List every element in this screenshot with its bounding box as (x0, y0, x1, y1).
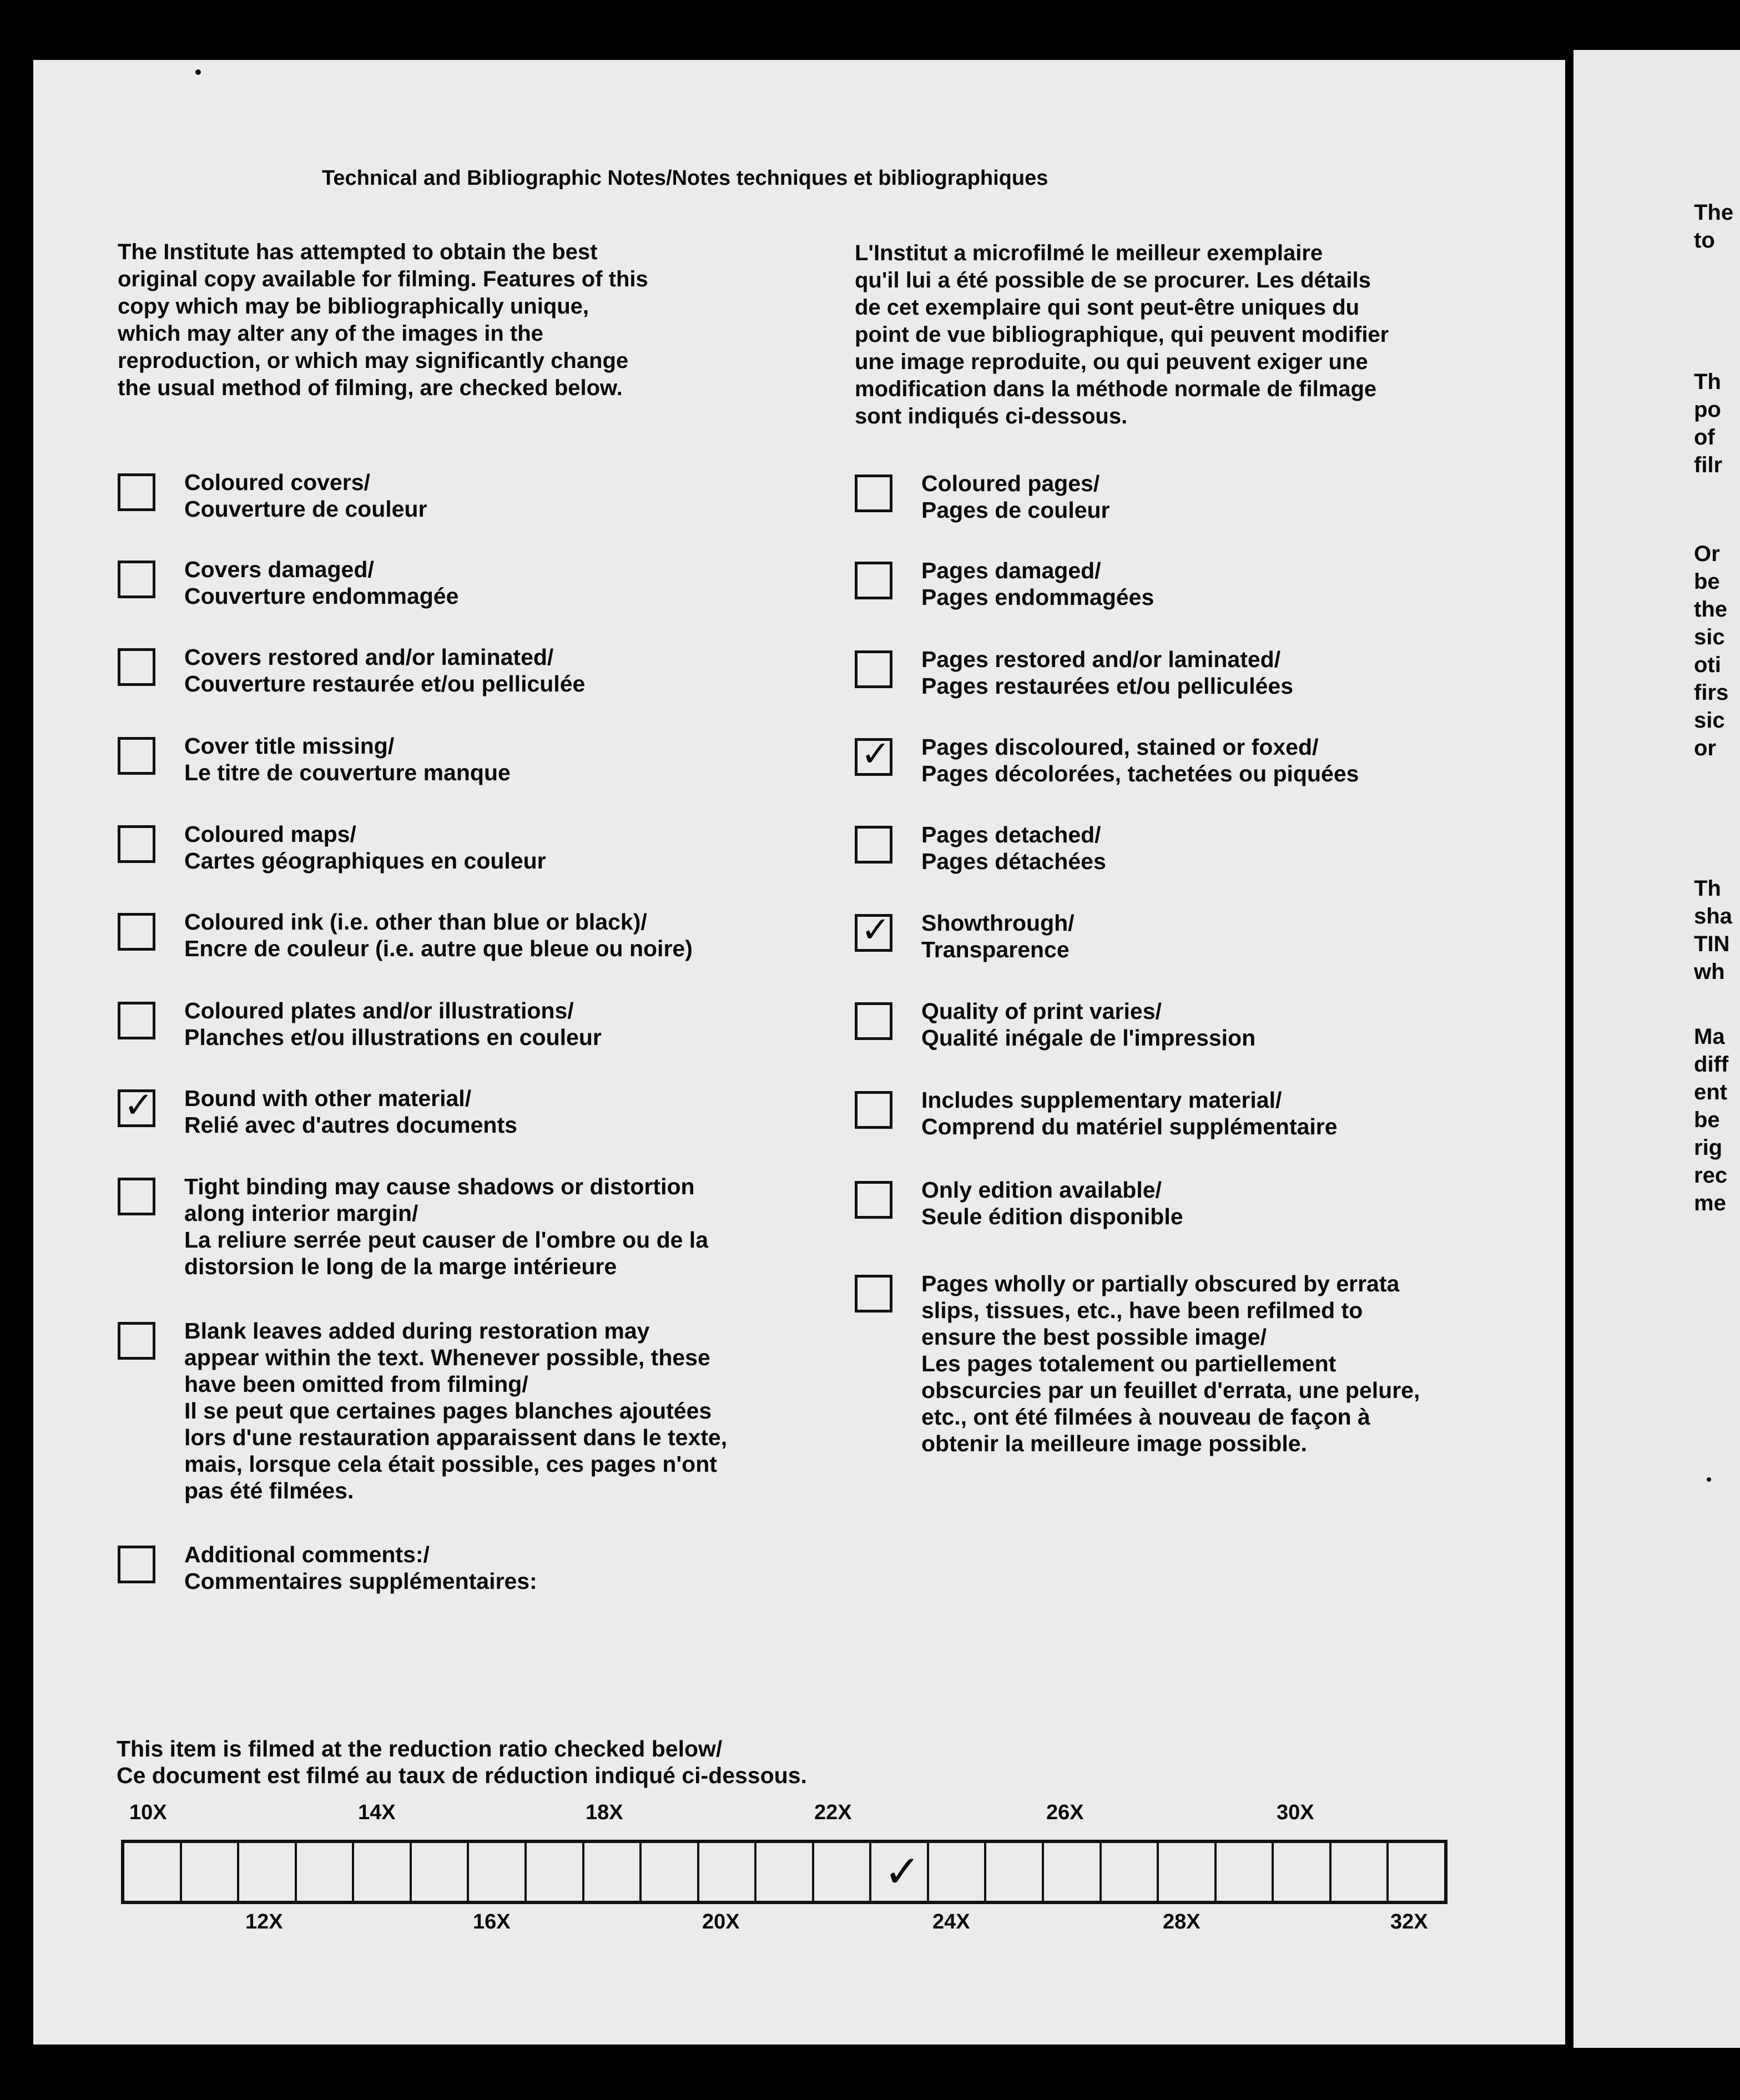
checklist-label (921, 998, 1255, 1051)
checklist-label (184, 1173, 708, 1280)
ratio-cell[interactable] (182, 1843, 240, 1901)
ratio-label: 26X (1046, 1801, 1084, 1824)
checkmark-icon: ✓ (884, 1846, 921, 1897)
checklist-label-line: have been omitted from filming/ (184, 1371, 528, 1397)
checklist-label-line: Encre de couleur (i.e. autre que bleue ou noire) (184, 936, 693, 961)
speck (1707, 1477, 1711, 1482)
ratio-label: 10X (129, 1801, 167, 1824)
checklist-label-line: Pages discoloured, stained or foxed/ (921, 734, 1319, 760)
checklist-label-line: Pages restaurées et/ou pelliculées (921, 673, 1293, 699)
checklist-label (921, 557, 1154, 610)
checklist-label-line: Pages detached/ (921, 822, 1101, 847)
checklist-label-line: La reliure serrée peut causer de l'ombre ou de la (184, 1227, 709, 1253)
checkbox[interactable] (118, 1178, 155, 1215)
checkbox[interactable] (118, 1322, 155, 1360)
intro-en-line: The Institute has attempted to obtain the best (118, 240, 598, 264)
adjacent-text-fragment: sic (1694, 625, 1725, 649)
ratio-label: 18X (586, 1801, 623, 1824)
checklist-label (921, 910, 1075, 963)
checklist-label-line: Coloured pages/ (921, 471, 1100, 496)
checkbox[interactable] (855, 1181, 892, 1219)
ratio-cell[interactable] (756, 1843, 814, 1901)
adjacent-text-fragment: me (1694, 1191, 1726, 1215)
ratio-label: 30X (1277, 1801, 1314, 1824)
checkbox[interactable] (855, 1275, 892, 1312)
checklist-label-line: Covers damaged/ (184, 557, 374, 582)
intro-fr-line: qu'il lui a été possible de se procurer. Les détails (855, 268, 1371, 292)
adjacent-text-fragment: Ma (1694, 1024, 1725, 1049)
ratio-cell[interactable] (986, 1843, 1044, 1901)
checklist-label-line: Coloured maps/ (184, 821, 356, 847)
checklist-label (921, 734, 1359, 787)
checklist-label-line: Pages décolorées, tachetées ou piquées (921, 761, 1359, 786)
adjacent-text-fragment: of (1694, 425, 1715, 450)
intro-en-line: original copy available for filming. Features of this (118, 267, 648, 291)
ratio-cell[interactable] (239, 1843, 297, 1901)
ratio-cell[interactable] (871, 1843, 929, 1901)
ratio-cell[interactable] (699, 1843, 757, 1901)
checkbox[interactable] (118, 561, 155, 598)
intro-fr-line: de cet exemplaire qui sont peut-être uniques du (855, 295, 1360, 320)
checklist-label-line: Tight binding may cause shadows or distortion (184, 1174, 695, 1199)
reduction-heading (117, 1735, 807, 1789)
ratio-cell[interactable] (297, 1843, 355, 1901)
checkbox[interactable] (855, 650, 892, 688)
checklist-label-line: Covers restored and/or laminated/ (184, 644, 554, 670)
checkbox[interactable] (855, 562, 892, 599)
checklist-label (921, 1270, 1420, 1457)
ratio-label: 12X (245, 1910, 283, 1934)
checklist-label (184, 997, 602, 1051)
checklist-label-line: Bound with other material/ (184, 1086, 472, 1111)
reduction-heading-en: This item is filmed at the reduction ratio checked below/ (117, 1736, 723, 1761)
checklist-label (184, 469, 427, 522)
checklist-label (184, 733, 511, 786)
ratio-cell[interactable] (1102, 1843, 1159, 1901)
intro-fr-line: L'Institut a microfilmé le meilleur exemplaire (855, 241, 1323, 265)
checklist-label-line: Only edition available/ (921, 1177, 1162, 1203)
ratio-label: 28X (1163, 1910, 1201, 1934)
checklist-label-line: Planches et/ou illustrations en couleur (184, 1024, 602, 1050)
intro-fr-line: point de vue bibliographique, qui peuvent modifier (855, 322, 1389, 347)
ratio-cell[interactable] (354, 1843, 412, 1901)
adjacent-text-fragment: or (1694, 736, 1716, 760)
ratio-cell[interactable] (1044, 1843, 1102, 1901)
adjacent-text-fragment: rig (1694, 1135, 1723, 1160)
ratio-cell[interactable] (1332, 1843, 1389, 1901)
checklist-label-line: Pages détachées (921, 849, 1106, 874)
adjacent-text-fragment: be (1694, 1108, 1720, 1132)
checklist-label (921, 470, 1110, 523)
adjacent-text-fragment: filr (1694, 453, 1723, 477)
intro-en-line: the usual method of filming, are checked below. (118, 376, 623, 400)
checklist-label-line: along interior margin/ (184, 1200, 418, 1226)
checkbox[interactable] (118, 648, 155, 686)
checklist-label-line: Pages endommagées (921, 584, 1154, 610)
ratio-cell[interactable] (412, 1843, 470, 1901)
checklist-label-line: Cover title missing/ (184, 733, 395, 759)
checkbox[interactable] (118, 913, 155, 951)
checklist-label-line: slips, tissues, etc., have been refilmed to (921, 1298, 1363, 1323)
checklist-label (184, 644, 585, 697)
intro-en-line: which may alter any of the images in the (118, 321, 543, 346)
ratio-label: 32X (1390, 1910, 1428, 1934)
checklist-label-line: Relié avec d'autres documents (184, 1112, 517, 1138)
checklist-label-line: Includes supplementary material/ (921, 1087, 1282, 1113)
checklist-label-line: Il se peut que certaines pages blanches ajoutées (184, 1398, 712, 1423)
checklist-label (921, 1177, 1183, 1230)
checklist-label-line: mais, lorsque cela était possible, ces pages n'ont (184, 1451, 717, 1477)
checklist-label-line: Transparence (921, 937, 1070, 962)
checklist-label-line: Cartes géographiques en couleur (184, 848, 546, 874)
checklist-label-line: lors d'une restauration apparaissent dans le texte, (184, 1425, 728, 1450)
ratio-label: 14X (358, 1801, 396, 1824)
intro-en-line: reproduction, or which may significantly change (118, 349, 629, 373)
checkbox[interactable] (118, 737, 155, 775)
adjacent-text-fragment: ent (1694, 1080, 1727, 1104)
ratio-cell[interactable] (1159, 1843, 1217, 1901)
checklist-label-line: obscurcies par un feuillet d'errata, une pelure, (921, 1377, 1420, 1403)
checklist-label-line: Pages de couleur (921, 497, 1110, 523)
ratio-label: 16X (473, 1910, 511, 1934)
checklist-label-line: etc., ont été filmées à nouveau de façon à (921, 1404, 1370, 1430)
page-title: Technical and Bibliographic Notes/Notes techniques et bibliographiques (322, 166, 1048, 190)
ratio-cell[interactable] (1389, 1843, 1444, 1901)
adjacent-text-fragment: sha (1694, 904, 1732, 928)
ratio-cell[interactable] (1217, 1843, 1274, 1901)
adjacent-text-fragment: The (1694, 200, 1734, 225)
ratio-cell[interactable] (469, 1843, 527, 1901)
checklist-label-line: Pages restored and/or laminated/ (921, 647, 1281, 672)
speck (195, 69, 201, 75)
checklist-label-line: Coloured ink (i.e. other than blue or black)/ (184, 909, 647, 935)
checklist-label-line: Couverture restaurée et/ou pelliculée (184, 671, 586, 696)
checklist-label (184, 821, 546, 874)
checklist-label (921, 646, 1293, 699)
adjacent-text-fragment: Or (1694, 542, 1720, 566)
checkbox[interactable] (118, 1002, 155, 1039)
checklist-label-line: Commentaires supplémentaires: (184, 1568, 537, 1594)
checkbox[interactable] (118, 1085, 155, 1127)
checklist-label-line: Couverture de couleur (184, 496, 427, 522)
checklist-label-line: Quality of print varies/ (921, 998, 1162, 1024)
checklist-label-line: Le titre de couverture manque (184, 760, 511, 785)
checkbox[interactable] (855, 826, 892, 864)
ratio-label: 20X (702, 1910, 740, 1934)
checklist-label-line: Qualité inégale de l'impression (921, 1025, 1256, 1051)
adjacent-text-fragment: oti (1694, 653, 1721, 677)
checklist-label-line: Blank leaves added during restoration may (184, 1318, 650, 1344)
adjacent-text-fragment: rec (1694, 1163, 1728, 1188)
ratio-cell[interactable] (527, 1843, 584, 1901)
checklist-label (184, 1541, 537, 1594)
checklist-label-line: distorsion le long de la marge intérieure (184, 1254, 617, 1279)
checkbox[interactable] (855, 734, 892, 776)
checklist-label (184, 1085, 517, 1138)
intro-fr-line: modification dans la méthode normale de filmage (855, 377, 1377, 401)
ratio-cell[interactable] (814, 1843, 872, 1901)
ratio-cell[interactable] (124, 1843, 182, 1901)
checklist-label-line: Coloured plates and/or illustrations/ (184, 998, 574, 1023)
ratio-label: 22X (814, 1801, 852, 1824)
adjacent-text-fragment: po (1694, 397, 1721, 422)
intro-en-line: copy which may be bibliographically unique, (118, 294, 589, 319)
checklist-label-line: Pages wholly or partially obscured by errata (921, 1271, 1400, 1296)
checklist-label (184, 556, 458, 609)
checkmark-icon: ✓ (861, 910, 891, 951)
intro-fr-line: sont indiqués ci-dessous. (855, 404, 1128, 428)
adjacent-text-fragment: sic (1694, 708, 1725, 733)
intro-fr-line: une image reproduite, ou qui peuvent exiger une (855, 350, 1368, 374)
adjacent-text-fragment: to (1694, 228, 1715, 253)
checkbox[interactable] (855, 1091, 892, 1129)
checkbox[interactable] (118, 1546, 155, 1583)
checklist-label-line: Showthrough/ (921, 910, 1075, 936)
checklist-label-line: appear within the text. Whenever possible, these (184, 1345, 710, 1370)
adjacent-text-fragment: Th (1694, 370, 1721, 394)
checklist-label-line: Pages damaged/ (921, 558, 1101, 583)
adjacent-text-fragment: be (1694, 569, 1720, 594)
checklist-label (921, 1087, 1338, 1140)
ratio-cell[interactable] (642, 1843, 699, 1901)
ratio-cell[interactable] (1274, 1843, 1332, 1901)
adjacent-text-fragment: diff (1694, 1052, 1729, 1077)
checklist-label-line: Coloured covers/ (184, 470, 370, 495)
checklist-label-line: pas été filmées. (184, 1478, 354, 1503)
ratio-label: 24X (932, 1910, 970, 1934)
checklist-label (184, 1317, 727, 1504)
adjacent-text-fragment: Th (1694, 876, 1721, 901)
checklist-label-line: Comprend du matériel supplémentaire (921, 1114, 1338, 1139)
checklist-label (921, 821, 1106, 875)
adjacent-text-fragment: firs (1694, 680, 1729, 705)
checklist-label (184, 908, 693, 962)
intro-english (118, 239, 745, 402)
checklist-label-line: Additional comments:/ (184, 1542, 430, 1567)
ratio-cell[interactable] (584, 1843, 642, 1901)
checklist-label-line: Les pages totalement ou partiellement (921, 1351, 1336, 1376)
adjacent-text-fragment: the (1694, 597, 1727, 622)
checkbox[interactable] (855, 910, 892, 952)
checklist-label-line: Couverture endommagée (184, 583, 459, 609)
checkbox[interactable] (118, 825, 155, 863)
checkbox[interactable] (855, 1002, 892, 1040)
reduction-heading-fr: Ce document est filmé au taux de réduction indiqué ci-dessous. (117, 1763, 807, 1788)
intro-french (855, 240, 1482, 430)
checkmark-icon: ✓ (861, 734, 891, 775)
checklist-label-line: Seule édition disponible (921, 1204, 1183, 1229)
adjacent-text-fragment: TIN (1694, 932, 1730, 956)
checklist-label-line: obtenir la meilleure image possible. (921, 1431, 1307, 1456)
reduction-ruler (121, 1840, 1448, 1904)
checkbox[interactable] (118, 473, 155, 511)
adjacent-text-fragment: wh (1694, 960, 1725, 984)
ratio-cell[interactable] (929, 1843, 987, 1901)
checkmark-icon: ✓ (124, 1085, 154, 1126)
checkbox[interactable] (855, 474, 892, 512)
checklist-label-line: ensure the best possible image/ (921, 1324, 1267, 1350)
